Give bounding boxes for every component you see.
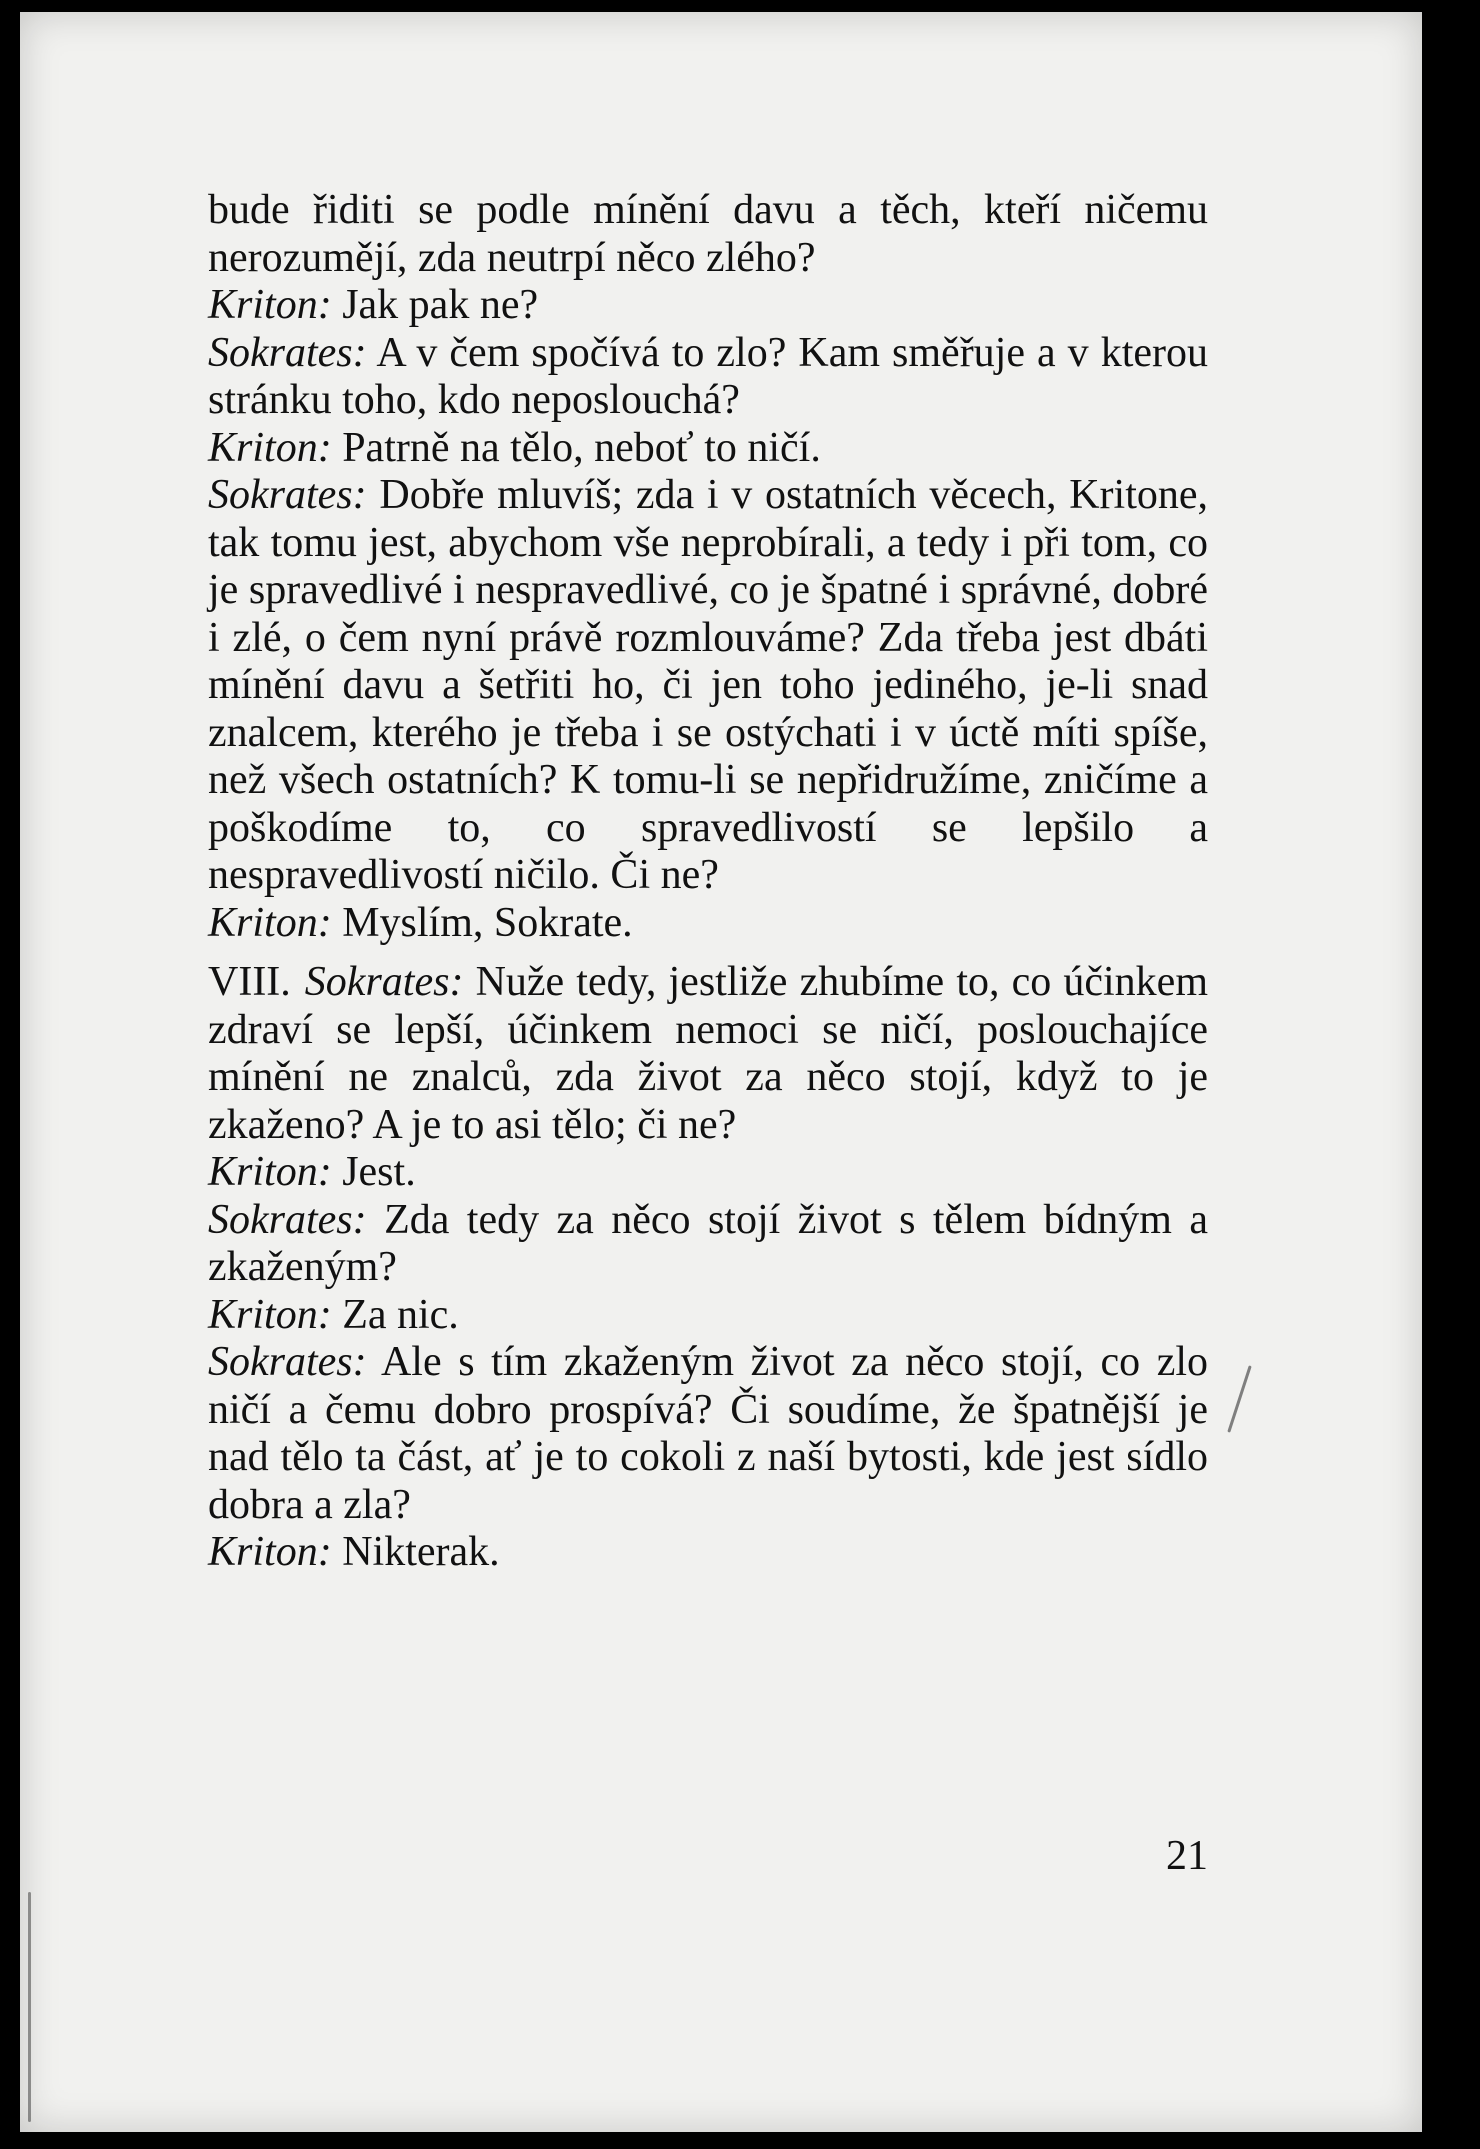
speaker-label: Sokrates: — [304, 959, 464, 1005]
paragraph: Kriton: Za nic. — [208, 1291, 459, 1338]
paragraph: Kriton: Myslím, Sokrate. — [208, 899, 633, 946]
paragraph: Sokrates: A v čem spočívá to zlo? Kam směřuje a v kterou stránku toho, kdo neposlouchá? — [208, 329, 1209, 423]
paragraph: Sokrates: Ale s tím zkaženým život za něco stojí, co zlo ničí a čemu dobro prospívá? Či soudíme, že špatnější je nad tělo ta část, ať je to cokoli z naší bytosti, kde jest sídlo dobra a zla? — [208, 1339, 1208, 1528]
section-number: VIII. — [208, 959, 291, 1005]
book-page — [20, 12, 1422, 2132]
body-text — [208, 187, 1208, 1577]
paragraph: Kriton: Jak pak ne? — [208, 282, 539, 328]
scan-edge-mark — [28, 1892, 31, 2122]
speaker-label: Sokrates: — [208, 472, 367, 518]
speaker-label: Kriton: — [208, 282, 332, 328]
paragraph: Sokrates: Dobře mluvíš; zda i v ostatních věcech, Kritone, tak tomu jest, abychom vše neprobírali, a tedy i při tom, co je spravedlivé i nespravedlivé, co je špatné i správné, dobré i zlé, o čem nyní právě rozmlouváme? Zda třeba jest dbáti mínění davu a šetřiti ho, či jen toho jediného, je-li snad znalcem, kterého je třeba i se ostýchati i v úctě míti spíše, než všech ostatních? K tomu-li se nepřidružíme, zničíme a poškodíme to, co spravedlivostí se lepšilo a nespravedlivostí ničilo. Či ne? — [208, 472, 1209, 898]
page-number: 21 — [1166, 1833, 1208, 1879]
speaker-label: Kriton: — [208, 1529, 332, 1575]
speaker-label: Sokrates: — [208, 1196, 367, 1243]
speaker-label: Kriton: — [208, 1291, 332, 1338]
paragraph: Kriton: Jest. — [208, 1149, 416, 1195]
paragraph: Sokrates: Zda tedy za něco stojí život s tělem bídným a zkaženým? — [208, 1196, 1209, 1290]
speaker-label: Sokrates: — [208, 1339, 367, 1385]
speaker-label: Kriton: — [208, 1149, 332, 1195]
paragraph: Kriton: Nikterak. — [208, 1529, 500, 1575]
paragraph: VIII. Sokrates: Nuže tedy, jestliže zhubíme to, co účinkem zdraví se lepší, účinkem nemoci se ničí, poslouchajíce mínění ne znalců, zda život za něco stojí, když to je zkaženo? A je to asi tělo; či ne? — [208, 959, 1208, 1148]
paragraph: Kriton: Patrně na tělo, neboť to ničí. — [208, 424, 821, 471]
pencil-mark — [1227, 1365, 1251, 1433]
paragraph: bude řiditi se podle mínění davu a těch, kteří ničemu nerozumějí, zda neutrpí něco zlého? — [208, 187, 1208, 281]
speaker-label: Sokrates: — [208, 329, 367, 376]
speaker-label: Kriton: — [208, 899, 332, 946]
speaker-label: Kriton: — [208, 424, 332, 471]
